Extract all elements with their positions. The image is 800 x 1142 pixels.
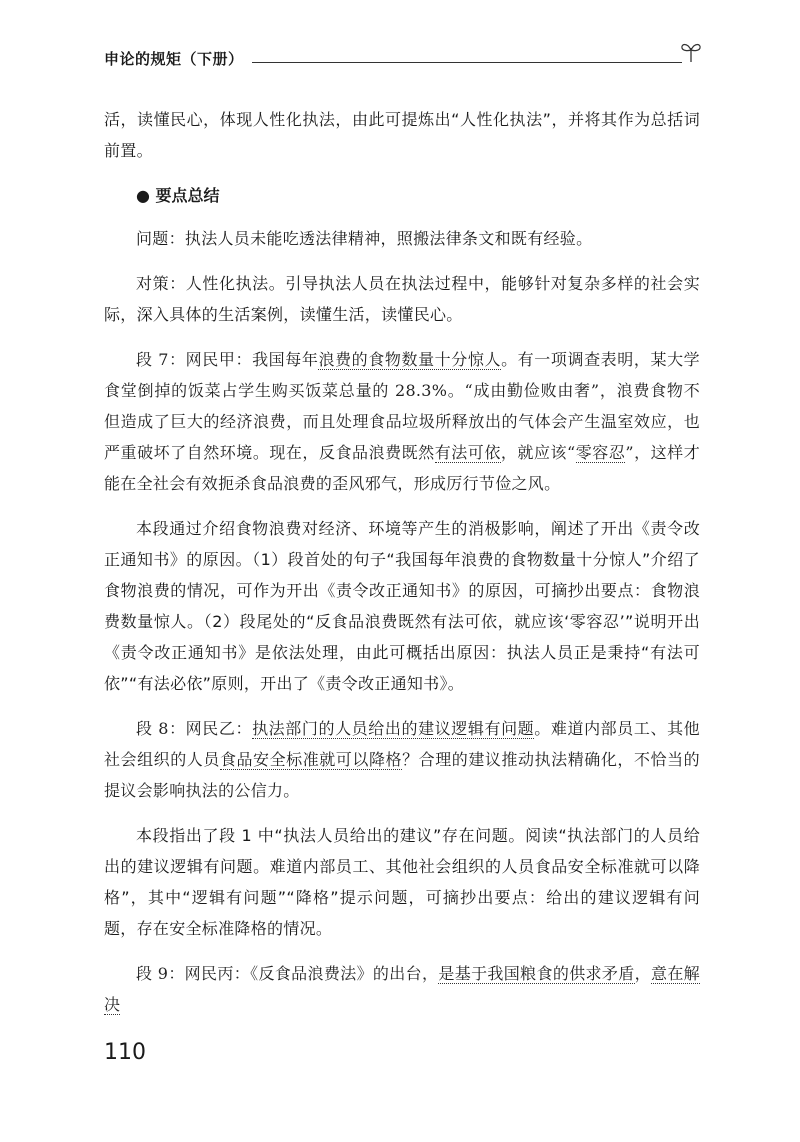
book-title: 申论的规矩（下册） bbox=[104, 50, 244, 68]
underlined-phrase: 有法可依 bbox=[434, 443, 501, 462]
running-header bbox=[104, 44, 704, 72]
sprout-icon bbox=[678, 38, 704, 64]
source-paragraph-8: 段 8：网民乙：执法部门的人员给出的建议逻辑有问题。难道内部员工、其他社会组织的人员食品安全标准就可以降格？合理的建议推动执法精确化，不恰当的提议会影响执法的公信力。 bbox=[104, 719, 700, 800]
underlined-phrase: 执法部门的人员给出的建议逻辑有问题 bbox=[252, 719, 535, 738]
paragraph-problem: 问题：执法人员未能吃透法律精神，照搬法律条文和既有经验。 bbox=[136, 229, 593, 248]
page-number: 110 bbox=[104, 1040, 146, 1065]
underlined-phrase: 意在解决 bbox=[104, 964, 700, 1014]
page-body bbox=[104, 104, 700, 1034]
underlined-phrase: 零容忍 bbox=[575, 443, 626, 462]
paragraph-continued: 活，读懂民心，体现人性化执法，由此可提炼出“人性化执法”，并将其作为总括词前置。 bbox=[104, 110, 700, 160]
header-rule bbox=[252, 62, 682, 63]
paragraph-countermeasure: 对策：人性化执法。引导执法人员在执法过程中，能够针对复杂多样的社会实际，深入具体的生活案例，读懂生活，读懂民心。 bbox=[104, 274, 700, 324]
source-paragraph-7: 段 7：网民甲：我国每年浪费的食物数量十分惊人。有一项调查表明，某大学食堂倒掉的饭菜占学生购买饭菜总量的 28.3%。“成由勤俭败由奢”，浪费食物不但造成了巨大的经济浪费，而且处理食品垃圾所释放出的气体会产生温室效应，也严重破坏了自然环境。现在，反食品浪费既然有法可依，就应该“零容忍”，这样才能在全社会有效扼杀食品浪费的歪风邪气，形成厉行节俭之风。 bbox=[104, 350, 700, 493]
underlined-phrase: 是基于我国粮食的供求矛盾 bbox=[438, 964, 635, 983]
analysis-paragraph-8: 本段指出了段 1 中“执法人员给出的建议”存在问题。阅读“执法部门的人员给出的建议逻辑有问题。难道内部员工、其他社会组织的人员食品安全标准就可以降格”，其中“逻辑有问题”“降格”提示问题，可摘抄出要点：给出的建议逻辑有问题，存在安全标准降格的情况。 bbox=[104, 826, 700, 938]
analysis-paragraph-7: 本段通过介绍食物浪费对经济、环境等产生的消极影响，阐述了开出《责令改正通知书》的原因。（1）段首处的句子“我国每年浪费的食物数量十分惊人”介绍了食物浪费的情况，可作为开出《责令改正通知书》的原因，可摘抄出要点：食物浪费数量惊人。（2）段尾处的“反食品浪费既然有法可依，就应该‘零容忍’”说明开出《责令改正通知书》是依法处理，由此可概括出原因：执法人员正是秉持“有法可依”“有法必依”原则，开出了《责令改正通知书》。 bbox=[104, 519, 700, 693]
underlined-phrase: 浪费的食物数量十分惊人 bbox=[318, 350, 502, 369]
source-paragraph-9: 段 9：网民丙：《反食品浪费法》的出台，是基于我国粮食的供求矛盾，意在解决 bbox=[104, 964, 700, 1014]
section-heading-summary: ● 要点总结 bbox=[136, 186, 220, 205]
underlined-phrase: 食品安全标准就可以降格 bbox=[219, 750, 403, 769]
